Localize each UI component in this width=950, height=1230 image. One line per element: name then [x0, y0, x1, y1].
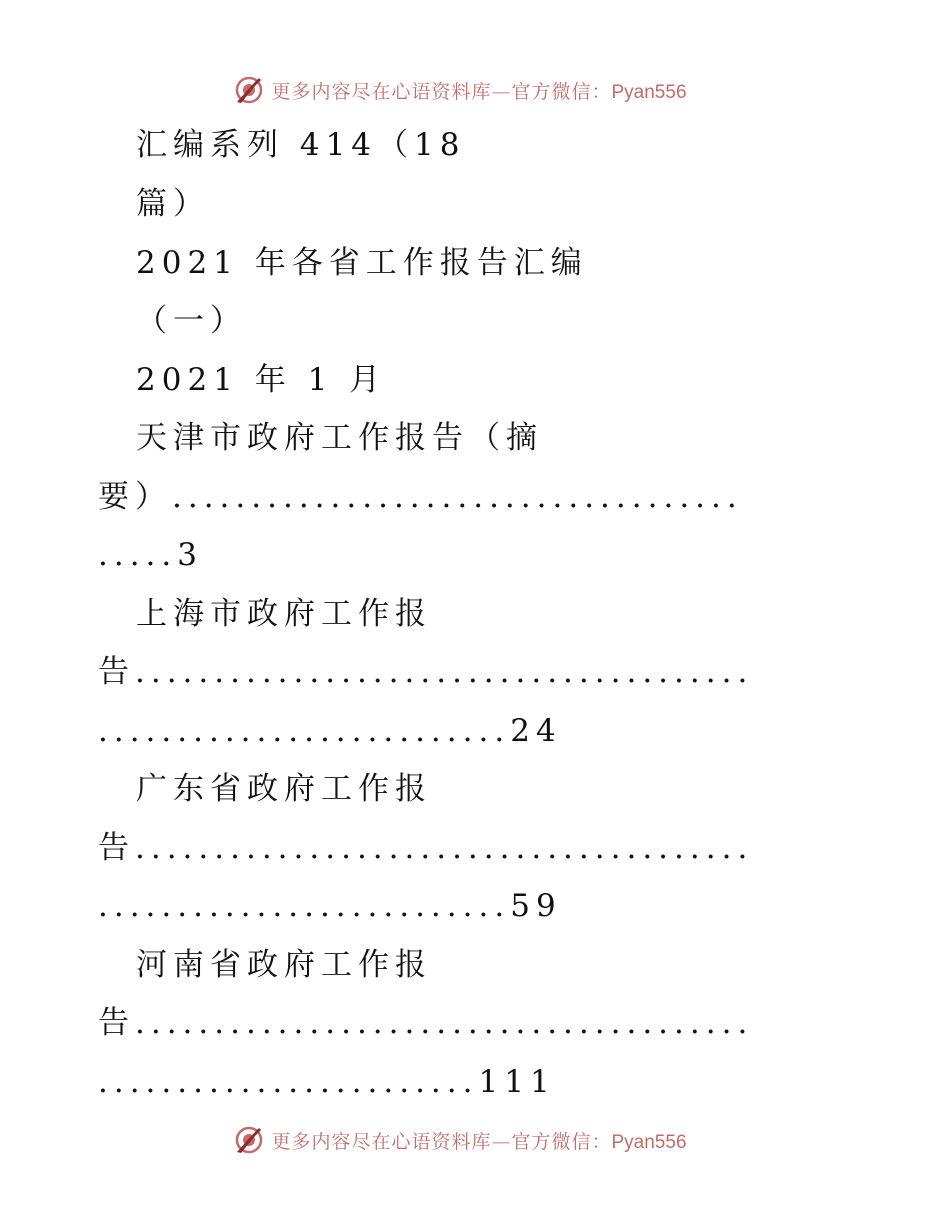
toc-entry-4-title: 河南省政府工作报	[136, 947, 432, 983]
toc-entry-4-leader-2: ........................	[98, 1064, 479, 1100]
toc-entry-3-title: 广东省政府工作报	[136, 771, 432, 807]
title-line-2: 篇）	[136, 186, 210, 222]
title-line-3: 2021 年各省工作报告汇编	[136, 245, 588, 281]
watermark-wechat-label: 官方微信：	[511, 1130, 612, 1153]
toc-entry-4-page: 111	[478, 1064, 556, 1100]
toc-entry-2-page-row	[98, 711, 562, 751]
toc-entry-1-page-row	[98, 535, 203, 575]
toc-entry-1-leader-row	[98, 477, 843, 517]
quill-pen-logo-icon	[233, 1124, 265, 1156]
toc-entry-1-leader-2: .....	[98, 537, 178, 573]
toc-entry-1-title-end: 要）	[98, 479, 172, 515]
toc-entry-1-page: 3	[177, 537, 204, 573]
toc-entry-4-leader: .......................................	[135, 1005, 754, 1041]
toc-entry-4-leader-row	[98, 1003, 843, 1043]
watermark-wechat-id: Pyan556	[611, 1131, 687, 1153]
watermark-text	[271, 77, 686, 104]
toc-entry-3-leader-row	[98, 828, 843, 868]
title-line-4: （一）	[136, 303, 247, 339]
watermark-separator: —	[491, 80, 512, 103]
toc-entry-1-leader: ....................................	[172, 479, 743, 515]
watermark-separator: —	[491, 1130, 512, 1153]
toc-entry-2-title-end: 告	[98, 654, 135, 690]
title-line-1: 汇编系列 414（18	[136, 127, 466, 163]
quill-pen-logo-icon	[233, 74, 265, 106]
toc-entry-3-page-row	[98, 886, 562, 926]
watermark-text	[271, 1127, 686, 1154]
toc-entry-2-page: 24	[510, 713, 562, 749]
watermark-site-name: 更多内容尽在心语资料库	[271, 80, 492, 103]
toc-entry-1-title: 天津市政府工作报告（摘	[136, 420, 543, 456]
toc-entry-2-leader-row	[98, 652, 843, 692]
toc-entry-4-title-end: 告	[98, 1005, 135, 1041]
watermark-site-name: 更多内容尽在心语资料库	[271, 1130, 492, 1153]
toc-entry-4-page-row	[98, 1062, 556, 1102]
toc-entry-2-leader-2: ..........................	[98, 713, 511, 749]
watermark-wechat-label: 官方微信：	[511, 80, 612, 103]
toc-entry-3-leader: .......................................	[135, 830, 754, 866]
watermark-wechat-id: Pyan556	[611, 81, 687, 103]
toc-entry-3-title-end: 告	[98, 830, 135, 866]
watermark-header	[0, 70, 950, 110]
toc-entry-3-page: 59	[510, 888, 562, 924]
toc-entry-3-leader-2: ..........................	[98, 888, 511, 924]
toc-entry-2-title: 上海市政府工作报	[136, 596, 432, 632]
watermark-footer	[0, 1120, 950, 1160]
toc-entry-2-leader: .......................................	[135, 654, 754, 690]
document-date: 2021 年 1 月	[136, 362, 387, 398]
